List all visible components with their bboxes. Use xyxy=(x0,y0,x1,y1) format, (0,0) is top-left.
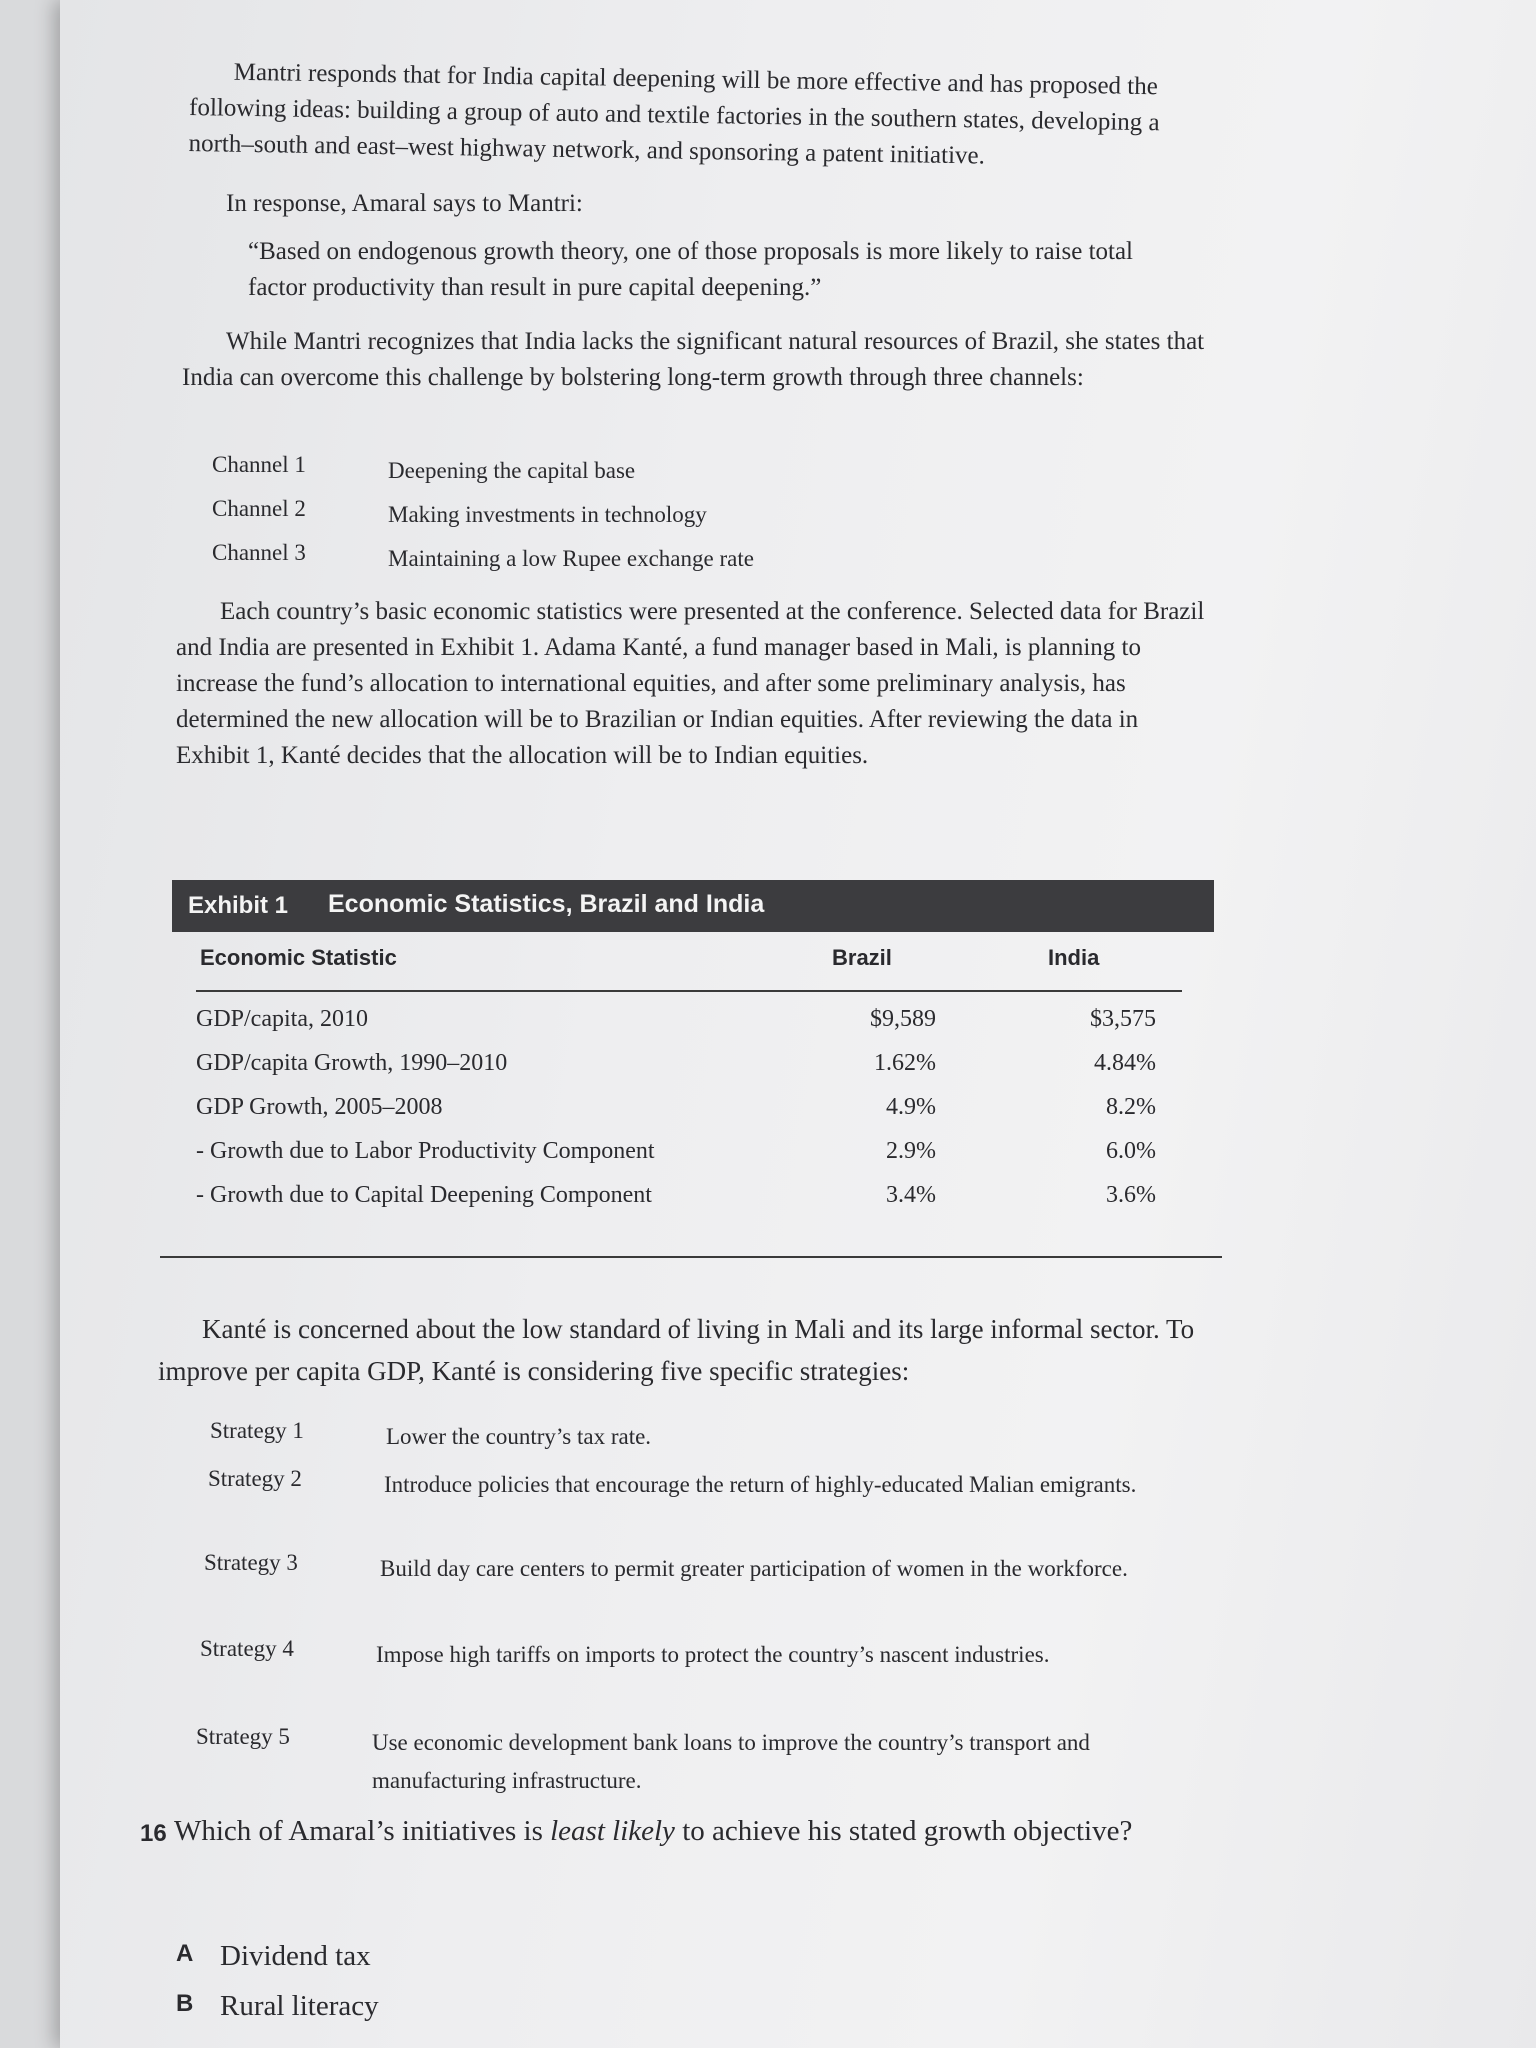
strategy-text: Use economic development bank loans to improve the country’s transport and manufacturing infrastructure. xyxy=(372,1730,1090,1793)
option-letter: A xyxy=(176,1940,194,1967)
strategy-text: Introduce policies that encourage the return of highly-educated Malian emigrants. xyxy=(384,1472,1137,1497)
statistic-cell: GDP Growth, 2005–2008 xyxy=(196,1094,443,1120)
india-cell: 3.6% xyxy=(1106,1182,1156,1208)
strategies-intro: Kanté is concerned about the low standard of living in Mali and its large informal sector. To improve per capita GDP, Kanté is considering five specific strategies: xyxy=(158,1314,1195,1386)
brazil-cell: $9,589 xyxy=(870,1006,936,1032)
india-cell: 6.0% xyxy=(1106,1138,1156,1164)
table-bottom-rule xyxy=(160,1256,1222,1258)
table-row xyxy=(196,1138,1196,1178)
channels-intro: While Mantri recognizes that India lacks the significant natural resources of Brazil, she states that India can overcome this challenge by bolstering long-term growth through three channels: xyxy=(182,328,1205,391)
india-cell: 8.2% xyxy=(1106,1094,1156,1120)
option-text: Rural literacy xyxy=(220,1990,379,2022)
channel-text: Making investments in technology xyxy=(388,502,707,527)
statistic-cell: GDP/capita, 2010 xyxy=(196,1006,368,1032)
channel-label: Channel 1 xyxy=(212,452,306,477)
india-cell: 4.84% xyxy=(1094,1050,1156,1076)
strategy-label: Strategy 1 xyxy=(210,1418,304,1443)
brazil-cell: 4.9% xyxy=(886,1094,936,1120)
question-number: 16 xyxy=(140,1820,167,1847)
strategy-label: Strategy 3 xyxy=(204,1550,298,1575)
table-row xyxy=(196,1006,1196,1046)
option-text: Dividend tax xyxy=(220,1940,371,1972)
strategy-text: Lower the country’s tax rate. xyxy=(386,1424,652,1449)
table-row xyxy=(196,1050,1196,1090)
strategy-text: Impose high tariffs on imports to protect the country’s nascent industries. xyxy=(376,1642,1050,1667)
column-header-statistic: Economic Statistic xyxy=(200,945,397,970)
question-text xyxy=(174,1808,1174,1854)
table-row xyxy=(196,1094,1196,1134)
amaral-quote: “Based on endogenous growth theory, one of those proposals is more likely to raise total factor productivity than result in pure capital deepening.” xyxy=(248,238,1133,301)
channel-text: Maintaining a low Rupee exchange rate xyxy=(388,546,754,571)
intro-paragraph: Mantri responds that for India capital deepening will be more effective and has proposed the following ideas: building a group of auto and textile factories in the southern states, developing a north–south and east–west highway network, and sponsoring a patent initiative. xyxy=(188,58,1160,170)
question-emphasis: least likely xyxy=(550,1815,675,1847)
statistic-cell: - Growth due to Capital Deepening Component xyxy=(196,1182,652,1208)
header-rule xyxy=(196,990,1182,992)
strategy-label: Strategy 2 xyxy=(208,1466,302,1491)
column-header-india: India xyxy=(1048,945,1100,970)
exhibit-title-bar xyxy=(172,880,1214,932)
channel-text: Deepening the capital base xyxy=(388,458,636,483)
statistic-cell: - Growth due to Labor Productivity Component xyxy=(196,1138,655,1164)
strategy-label: Strategy 4 xyxy=(200,1636,294,1661)
exhibit-title: Economic Statistics, Brazil and India xyxy=(328,890,765,918)
statistic-cell: GDP/capita Growth, 1990–2010 xyxy=(196,1050,508,1076)
option-letter: B xyxy=(176,1990,194,2017)
exhibit-number: Exhibit 1 xyxy=(188,892,289,919)
exhibit-paragraph: Each country’s basic economic statistics were presented at the conference. Selected data for Brazil and India are presented in Exhibit 1. Adama Kanté, a fund manager based in Mali, is planning to increase the fund’s allocation to international equities, and after some preliminary analysis, has determined the new allocation will be to Brazilian or Indian equities. After reviewing the data in Exhibit 1, Kanté decides that the allocation will be to Indian equities. xyxy=(176,598,1205,769)
question-text-start: Which of Amaral’s initiatives is xyxy=(174,1815,551,1847)
channel-label: Channel 3 xyxy=(212,540,306,565)
brazil-cell: 2.9% xyxy=(886,1138,936,1164)
table-row xyxy=(196,1182,1196,1222)
response-intro: In response, Amaral says to Mantri: xyxy=(226,190,583,217)
india-cell: $3,575 xyxy=(1090,1006,1156,1032)
strategy-text: Build day care centers to permit greater participation of women in the workforce. xyxy=(380,1556,1128,1581)
column-header-brazil: Brazil xyxy=(832,945,892,970)
brazil-cell: 1.62% xyxy=(874,1050,936,1076)
brazil-cell: 3.4% xyxy=(886,1182,936,1208)
strategy-label: Strategy 5 xyxy=(196,1724,290,1749)
question-text-end: to achieve his stated growth objective? xyxy=(674,1815,1133,1847)
channel-label: Channel 2 xyxy=(212,496,306,521)
